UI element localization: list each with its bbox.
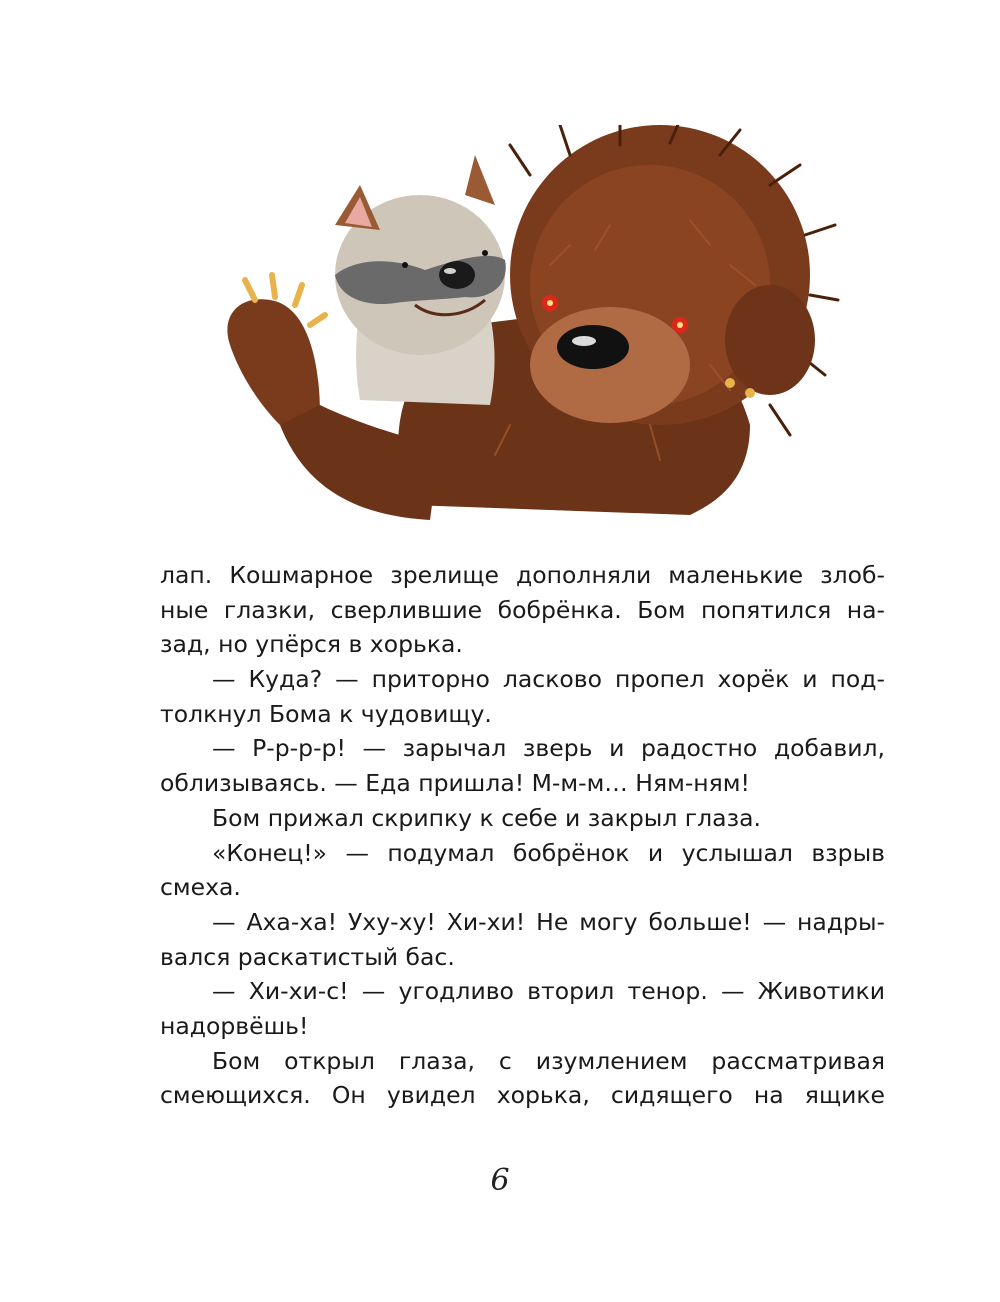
text-line: вался раскатистый бас.: [160, 942, 455, 971]
text-line: «Конец!» — подумал бобрёнок и услышал взрыв: [212, 838, 885, 867]
story-text: [160, 558, 885, 1113]
text-line: смеха.: [160, 873, 241, 902]
page-number: 6: [490, 1163, 510, 1198]
text-line: — Куда? — приторно ласково пропел хорёк и под-: [212, 665, 885, 694]
text-line: лап. Кошмарное зрелище дополняли маленькие злоб-: [160, 561, 885, 589]
text-line: — Аха-ха! Уху-ху! Хи-хи! Не могу больше! — надры-: [212, 907, 885, 936]
text-line: смеющихся. Он увидел хорька, сидящего на ящике: [160, 1081, 885, 1110]
illustration-art: [210, 125, 840, 525]
illustration-raccoon-and-monster: [210, 125, 840, 525]
text-line: Бом прижал скрипку к себе и закрыл глаза.: [212, 803, 761, 832]
text-line: толкнул Бома к чудовищу.: [160, 699, 492, 728]
text-line: — Хи-хи-с! — угодливо вторил тенор. — Животики: [212, 977, 885, 1006]
text-line: ные глазки, сверлившие бобрёнка. Бом попятился на-: [160, 595, 885, 624]
text-line: Бом открыл глаза, с изумлением рассматривая: [212, 1046, 885, 1075]
text-line: облизываясь. — Еда пришла! М-м-м… Ням-ням!: [160, 769, 750, 798]
text-line: — Р-р-р-р! — зарычал зверь и радостно добавил,: [212, 734, 885, 763]
text-line: зад, но упёрся в хорька.: [160, 630, 463, 659]
text-line: надорвёшь!: [160, 1011, 309, 1040]
